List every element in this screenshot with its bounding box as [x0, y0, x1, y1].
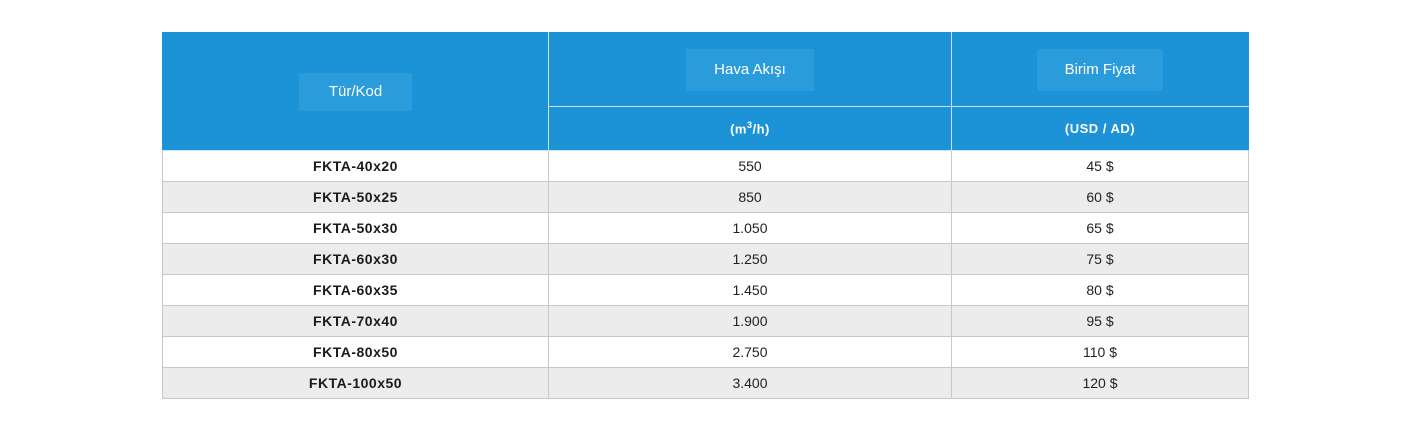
cell-price: 60 $	[952, 182, 1249, 213]
cell-price: 65 $	[952, 213, 1249, 244]
cell-airflow: 850	[549, 182, 952, 213]
header-type-code	[163, 33, 549, 151]
header-type-code-label: Tür/Kod	[299, 73, 412, 111]
header-unit-price-label: Birim Fiyat	[1037, 49, 1164, 91]
table-row	[163, 182, 1249, 213]
cell-code: FKTA-80x50	[163, 337, 549, 368]
table-header	[163, 33, 1249, 151]
table-row	[163, 275, 1249, 306]
cell-code: FKTA-50x25	[163, 182, 549, 213]
table-row	[163, 213, 1249, 244]
airflow-unit-suffix: /h)	[752, 121, 770, 137]
table-row	[163, 337, 1249, 368]
cell-code: FKTA-40x20	[163, 151, 549, 182]
cell-code: FKTA-50x30	[163, 213, 549, 244]
cell-code: FKTA-70x40	[163, 306, 549, 337]
price-table	[162, 32, 1249, 399]
cell-code: FKTA-100x50	[163, 368, 549, 399]
table-body	[163, 151, 1249, 399]
cell-airflow: 2.750	[549, 337, 952, 368]
cell-price: 80 $	[952, 275, 1249, 306]
airflow-unit-prefix: (m	[730, 121, 747, 137]
header-price-unit: (USD / AD)	[952, 107, 1249, 151]
cell-airflow: 550	[549, 151, 952, 182]
table-row	[163, 368, 1249, 399]
cell-price: 75 $	[952, 244, 1249, 275]
cell-airflow: 3.400	[549, 368, 952, 399]
cell-price: 95 $	[952, 306, 1249, 337]
airflow-unit-superscript: 3	[746, 120, 753, 131]
header-row	[163, 33, 1249, 107]
cell-airflow: 1.050	[549, 213, 952, 244]
header-unit-price	[952, 33, 1249, 107]
cell-airflow: 1.250	[549, 244, 952, 275]
table-row	[163, 306, 1249, 337]
cell-price: 45 $	[952, 151, 1249, 182]
cell-price: 110 $	[952, 337, 1249, 368]
cell-code: FKTA-60x30	[163, 244, 549, 275]
cell-price: 120 $	[952, 368, 1249, 399]
table-row	[163, 244, 1249, 275]
header-airflow	[549, 33, 952, 107]
table-row	[163, 151, 1249, 182]
cell-airflow: 1.900	[549, 306, 952, 337]
cell-code: FKTA-60x35	[163, 275, 549, 306]
cell-airflow: 1.450	[549, 275, 952, 306]
header-airflow-unit	[549, 107, 952, 151]
header-airflow-label: Hava Akışı	[686, 49, 814, 91]
